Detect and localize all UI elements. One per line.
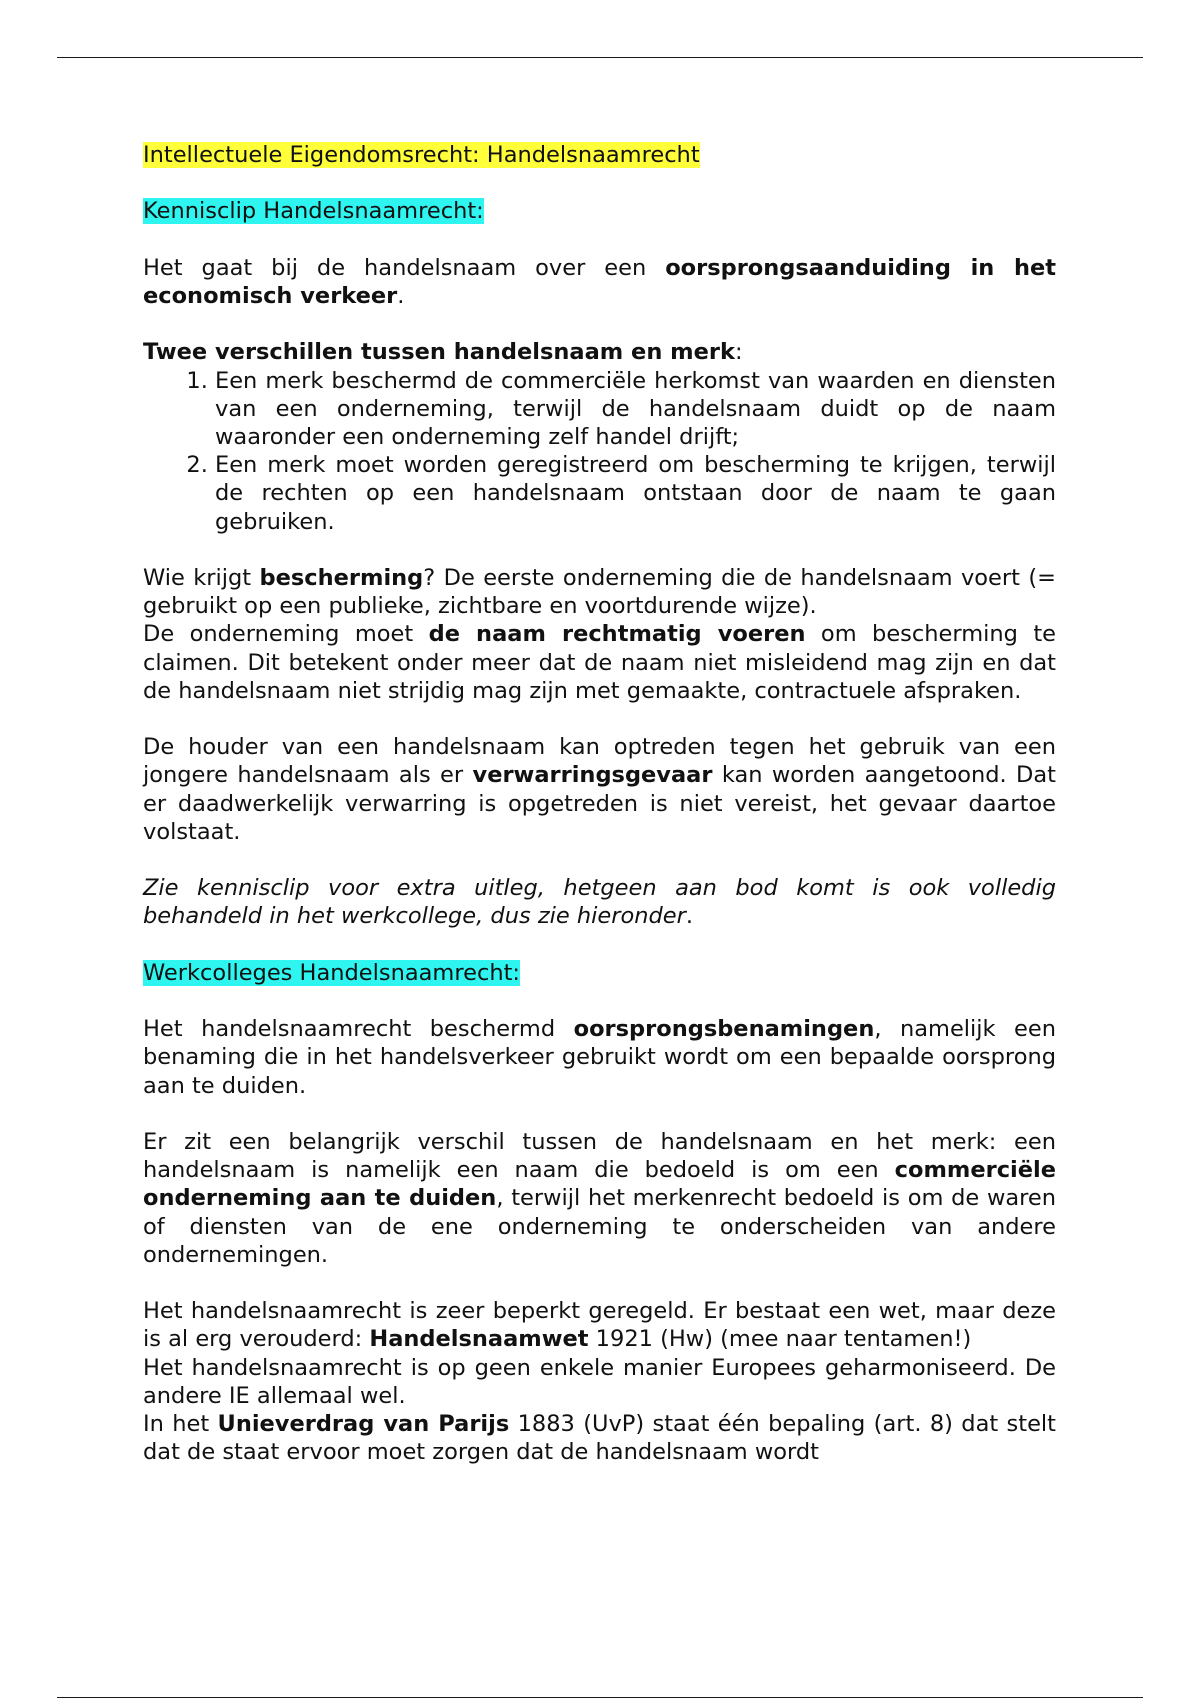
section-heading-werkcolleges (143, 959, 1056, 987)
text-run: Het gaat bij de handelsnaam over een (143, 254, 666, 281)
bold-text: oorsprongsaanduiding in het economisch verkeer (143, 254, 1056, 309)
bold-text: Twee verschillen tussen handelsnaam en merk (143, 339, 735, 366)
paragraph (143, 564, 1056, 620)
header-rule (57, 57, 1143, 58)
bold-text: Unieverdrag van Parijs (217, 1410, 510, 1437)
title-highlight: Intellectuele Eigendomsrecht: Handelsnaamrecht (143, 142, 700, 168)
bold-text: Handelsnaamwet (369, 1326, 589, 1353)
paragraph (143, 1015, 1056, 1100)
bold-text: de naam rechtmatig voeren (428, 621, 806, 648)
differences-heading (143, 338, 1056, 366)
section-heading-kennisclip (143, 197, 1056, 225)
italic-text: Zie kennisclip voor extra uitleg, hetgeen aan bod komt is ook volledig behandeld in het werkcollege, dus zie hieronder (143, 875, 1056, 930)
text-run: De onderneming moet (143, 621, 429, 648)
section-heading-text: Kennisclip Handelsnaamrecht: (143, 198, 484, 225)
list-item: 2. Een merk moet worden geregistreerd om bescherming te krijgen, terwijl de rechten op een handelsnaam ontstaan door de naam te gaan gebruiken. (215, 451, 1056, 536)
text-run: . (685, 903, 694, 930)
text-run: Het handelsnaamrecht beschermd (143, 1016, 574, 1043)
bold-text: commerciële onderneming aan te duiden (143, 1157, 1056, 1212)
paragraph (143, 620, 1056, 705)
paragraph (143, 254, 1056, 310)
differences-list (143, 367, 1056, 536)
bold-text: bescherming (259, 564, 424, 591)
bold-text: verwarringsgevaar (472, 762, 713, 789)
paragraph (143, 733, 1056, 846)
paragraph: Het handelsnaamrecht is op geen enkele manier Europees geharmoniseerd. De andere IE allemaal wel. (143, 1354, 1056, 1409)
footer-rule (57, 1697, 1143, 1698)
section-heading-text: Werkcolleges Handelsnaamrecht: (143, 959, 520, 986)
text-run: In het (143, 1410, 218, 1437)
paragraph (143, 1128, 1056, 1269)
text-run: De houder van een handelsnaam kan optreden tegen het gebruik van een jongere handelsnaam als er (143, 734, 1056, 789)
text-run: Het handelsnaamrecht is zeer beperkt geregeld. Er bestaat een wet, maar deze is al erg verouderd: (143, 1298, 1056, 1353)
paragraph-italic-note (143, 874, 1056, 930)
paragraph (143, 1410, 1056, 1466)
text-run: 1883 (UvP) staat één bepaling (art. 8) dat stelt dat de staat ervoor moet zorgen dat de handelsnaam wordt (143, 1410, 1056, 1466)
text-run: . (397, 282, 405, 309)
list-item: 1. Een merk beschermd de commerciële herkomst van waarden en diensten van een onderneming, terwijl de handelsnaam duidt op de naam waaronder een onderneming zelf handel drijft; (215, 367, 1056, 452)
document-body (143, 141, 1056, 1466)
bold-text: oorsprongsbenamingen (573, 1016, 875, 1043)
text-run: : (734, 339, 743, 366)
document-title (143, 141, 1056, 169)
paragraph (143, 1297, 1056, 1353)
text-run: 1921 (Hw) (mee naar tentamen!) (588, 1326, 972, 1353)
text-run: om bescherming te claimen. Dit betekent onder meer dat de naam niet misleidend mag zijn en dat de handelsnaam niet strijdig mag zijn met gemaakte, contractuele afspraken. (143, 621, 1056, 704)
text-run: kan worden aangetoond. Dat er daadwerkelijk verwarring is opgetreden is niet vereist, het gevaar daartoe volstaat. (143, 762, 1056, 845)
text-run: Wie krijgt (143, 564, 260, 591)
text-run: Er zit een belangrijk verschil tussen de handelsnaam en het merk: een handelsnaam is namelijk een naam die bedoeld is om een (143, 1128, 1056, 1184)
text-run: ? De eerste onderneming die de handelsnaam voert (= gebruikt op een publieke, zichtbare en voortdurende wijze). (143, 564, 1056, 620)
text-run: , namelijk een benaming die in het handelsverkeer gebruikt wordt om een bepaalde oorsprong aan te duiden. (143, 1016, 1056, 1099)
text-run: , terwijl het merkenrecht bedoeld is om de waren of diensten van de ene onderneming te onderscheiden van andere ondernemingen. (143, 1185, 1057, 1268)
